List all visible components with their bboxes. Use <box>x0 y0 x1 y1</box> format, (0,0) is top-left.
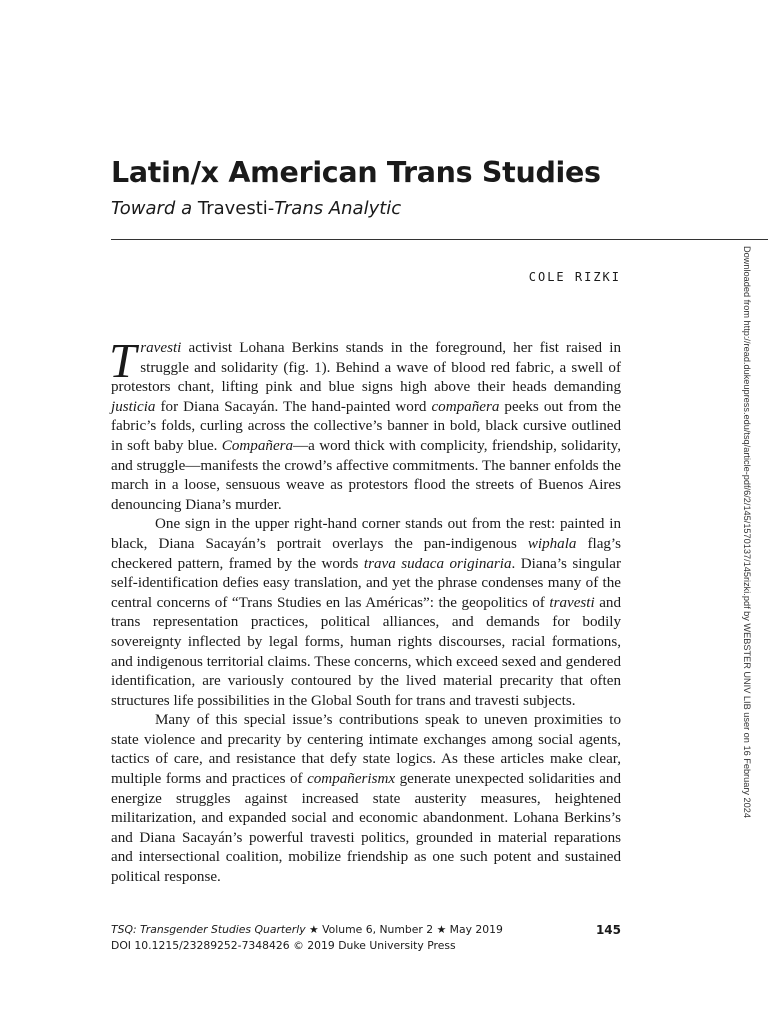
paragraph-2 <box>111 515 621 711</box>
journal-name: TSQ: Transgender Studies Quarterly <box>111 923 306 936</box>
p2-italic-travesti: travesti <box>549 594 595 611</box>
download-watermark <box>738 246 754 818</box>
article-subtitle <box>111 198 401 219</box>
p2-italic-wiphala: wiphala <box>527 535 577 552</box>
p1-italic-companera-2: Compañera <box>221 437 294 454</box>
p2-text-a: One sign in the upper right-hand corner stands out from the rest: painted in black, Diana Sacayán’s portrait overlays the pan-indigenous <box>111 516 621 552</box>
footer-citation-line <box>111 922 621 938</box>
paragraph-1 <box>109 333 621 515</box>
p3-text-b: generate unexpected solidarities and energize struggles against increased state austerity measures, heightened militarization, and expanded social and economic abandonment. Lohana Berkins’s and Diana Sacayán’s powerful travesti politics, grounded in material reparations and intersectional coalition, mobilize friendship as one such potent and sustained political response. <box>111 771 621 886</box>
paragraph-3 <box>111 711 621 887</box>
p1-italic-companera: compañera <box>431 398 500 415</box>
subtitle-italic-tail: Trans Analytic <box>274 198 402 219</box>
author-name: COLE RIZKI <box>528 270 621 284</box>
p2-text-d: and trans representation practices, political alliances, and demands for bodily sovereignty inflected by legal forms, human rights discourses, racial formations, and indigenous territorial claims. These concerns, which exceed sexed and gendered identification, are variously contoured by the lived material precarity that often structures life possibilities in the Global South for trans and travesti subjects. <box>111 594 621 709</box>
article-body <box>109 333 622 888</box>
p3-text-a: Many of this special issue’s contributions speak to uneven proximities to state violence and precarity by centering intimate exchanges among social agents, tactics of care, and resistance that defy state logics. As these articles make clear, multiple forms and practices of <box>111 712 621 788</box>
drop-cap: T <box>109 333 137 388</box>
p3-italic-companerismx: compañerismx <box>307 771 396 788</box>
download-watermark-text: Downloaded from http://read.dukeupress.edu/tsq/article-pdf/6/2/145/1570137/145rizki.pdf by WEBSTER UNIV LIB user on 16 February 2024 <box>742 246 752 818</box>
p2-text-c: . Diana’s singular self-identification defies easy translation, and yet the phrase condenses many of the central concerns of “Trans Studies en las Américas”: the geopolitics of <box>111 555 621 611</box>
p2-italic-trava: trava sudaca originaria <box>363 555 512 572</box>
p1-text-a: activist Lohana Berkins stands in the foreground, her fist raised in struggle and solidarity (fig. 1). Behind a wave of blood red fabric, a swell of protestors chant, lifting pink and blue signs high above their heads demanding <box>111 340 621 396</box>
p1-text-c: peeks out from the fabric’s folds, curling across the collective’s banner in bold, black cursive outlined in soft baby blue. <box>111 398 621 454</box>
p1-text-d: —a word thick with complicity, friendship, solidarity, and struggle—manifests the crowd’s affective commitments. The banner enfolds the march in a loose, sensuous weave as protestors flood the streets of Buenos Aires denouncing Diana’s murder. <box>111 437 621 513</box>
p1-italic-travesti: ravesti <box>140 340 182 356</box>
p1-italic-justicia: justicia <box>111 398 156 415</box>
footer-doi-line: DOI 10.1215/23289252-7348426 © 2019 Duke University Press <box>111 939 456 952</box>
title-rule <box>111 239 768 240</box>
p1-text-b: for Diana Sacayán. The hand-painted word <box>155 398 432 415</box>
subtitle-roman-word: Travesti- <box>192 198 275 219</box>
page-footer <box>111 922 621 954</box>
issue-info: ★ Volume 6, Number 2 ★ May 2019 <box>305 923 503 936</box>
subtitle-italic-lead: Toward a <box>111 198 193 219</box>
p2-text-b: flag’s checkered pattern, framed by the words <box>111 535 622 572</box>
article-title: Latin/x American Trans Studies <box>111 156 601 189</box>
page-number: 145 <box>595 923 621 937</box>
